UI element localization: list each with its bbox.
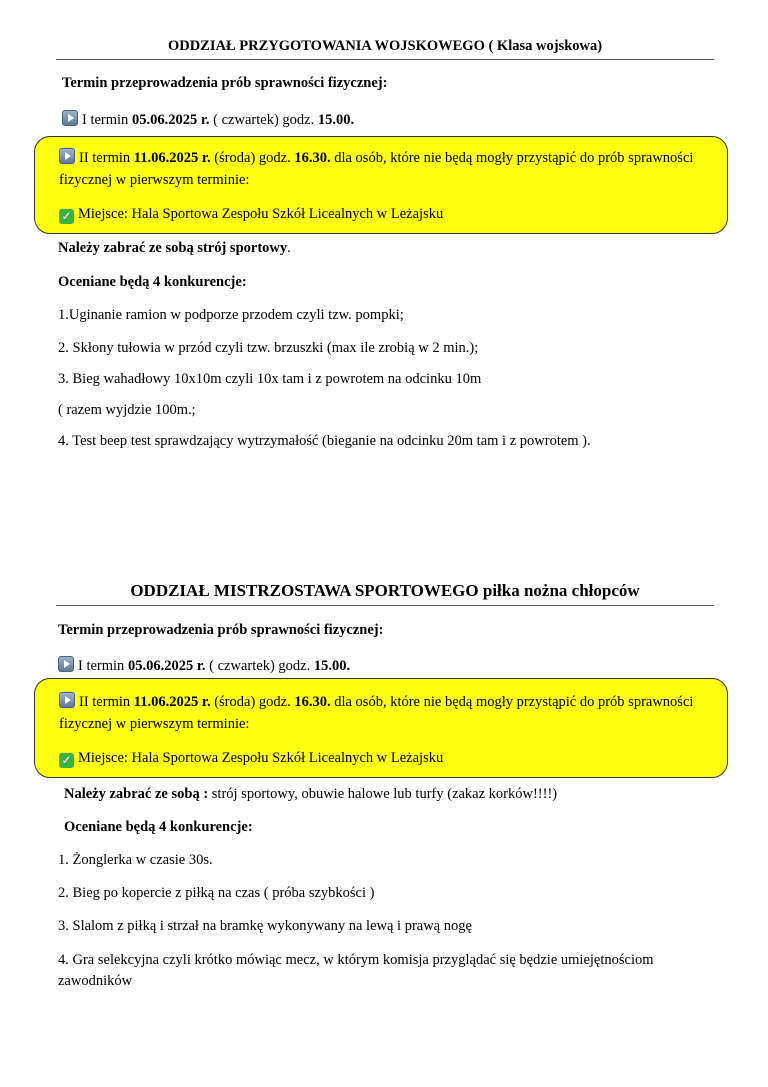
term2-text: II termin 11.06.2025 r. (środa) godz. 16.30. dla osób, które nie będą mogły przystąpić do prób sprawności fizycznej w pierwszym terminie:	[59, 694, 694, 732]
list-item: 4. Test beep test sprawdzający wytrzymałość (bieganie na odcinku 20m tam i z powrotem ).	[58, 433, 591, 449]
section-title: ODDZIAŁ PRZYGOTOWANIA WOJSKOWEGO ( Klasa wojskowa)	[56, 38, 714, 60]
termin-heading: Termin przeprowadzenia prób sprawności fizycznej:	[62, 75, 388, 91]
list-item: 1. Żonglerka w czasie 30s.	[58, 852, 213, 868]
check-icon: ✓	[59, 209, 74, 224]
play-icon	[59, 692, 75, 708]
play-icon	[59, 148, 75, 164]
highlight-box	[34, 678, 728, 778]
termin-heading: Termin przeprowadzenia prób sprawności fizycznej:	[58, 622, 384, 638]
highlight-box	[34, 136, 728, 234]
list-item: ( razem wyjdzie 100m.;	[58, 402, 196, 418]
bring-line: Należy zabrać ze sobą : strój sportowy, obuwie halowe lub turfy (zakaz korków!!!!)	[64, 786, 558, 802]
term2-text: II termin 11.06.2025 r. (środa) godz. 16.30. dla osób, które nie będą mogły przystąpić do prób sprawności fizycznej w pierwszym terminie:	[59, 150, 694, 188]
section-title: ODDZIAŁ MISTRZOSTAWA SPORTOWEGO piłka nożna chłopców	[56, 581, 714, 606]
list-item: 2. Bieg po kopercie z piłką na czas ( próba szybkości )	[58, 885, 375, 901]
place-line: ✓ Miejsce: Hala Sportowa Zespołu Szkół Licealnych w Leżajsku	[59, 203, 707, 225]
term1-line: I termin 05.06.2025 r. ( czwartek) godz. 15.00.	[62, 110, 354, 129]
list-item: zawodników	[58, 973, 133, 989]
place-line: ✓ Miejsce: Hala Sportowa Zespołu Szkół Licealnych w Leżajsku	[59, 747, 707, 769]
graded-heading: Oceniane będą 4 konkurencje:	[64, 819, 253, 835]
check-icon: ✓	[59, 753, 74, 768]
play-icon	[58, 656, 74, 672]
list-item: 3. Slalom z piłką i strzał na bramkę wykonywany na lewą i prawą nogę	[58, 918, 472, 934]
bring-line: Należy zabrać ze sobą strój sportowy.	[58, 240, 291, 256]
graded-heading: Oceniane będą 4 konkurencje:	[58, 274, 247, 290]
term1-line: I termin 05.06.2025 r. ( czwartek) godz. 15.00.	[58, 656, 350, 675]
list-item: 2. Skłony tułowia w przód czyli tzw. brzuszki (max ile zrobią w 2 min.);	[58, 340, 479, 356]
list-item: 4. Gra selekcyjna czyli krótko mówiąc mecz, w którym komisja przyglądać się będzie umiejętnościom	[58, 952, 654, 968]
list-item: 3. Bieg wahadłowy 10x10m czyli 10x tam i z powrotem na odcinku 10m	[58, 371, 482, 387]
play-icon	[62, 110, 78, 126]
list-item: 1.Uginanie ramion w podporze przodem czyli tzw. pompki;	[58, 307, 404, 323]
